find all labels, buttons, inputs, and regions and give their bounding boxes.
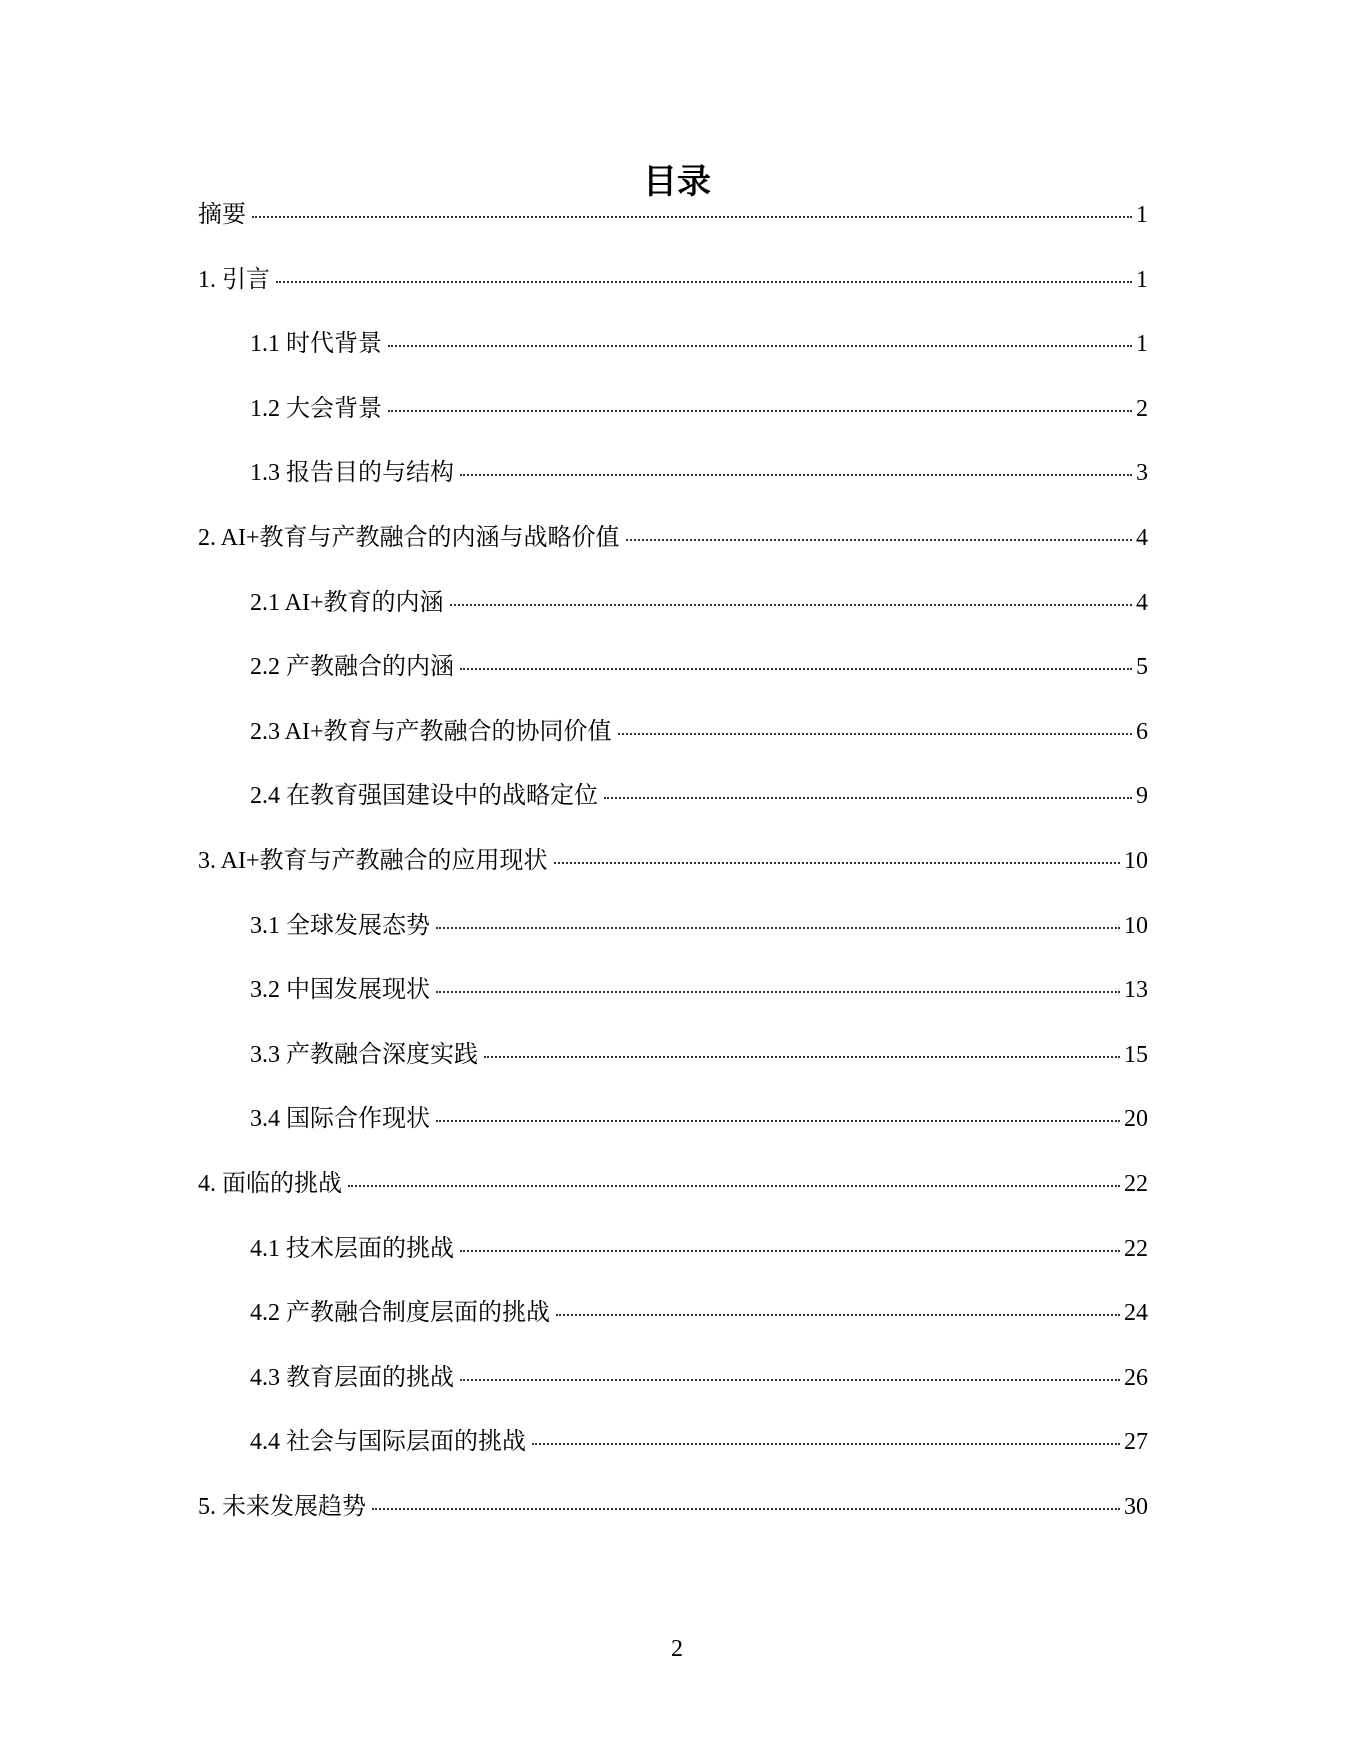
toc-dot-leader [460,1379,1120,1381]
toc-entry-label: 2.1 AI+教育的内涵 [250,589,444,616]
toc-entry-label: 2.4 在教育强国建设中的战略定位 [250,783,598,810]
toc-entry[interactable] [198,394,1148,459]
toc-entry[interactable] [198,717,1148,782]
toc-entry-label: 3.2 中国发展现状 [250,977,430,1004]
page-number: 2 [671,1636,683,1662]
toc-dot-leader [388,345,1132,347]
toc-entry-label: 1. 引言 [198,266,270,293]
toc-entry-page-number: 9 [1136,783,1148,810]
toc-entry-label: 3.4 国际合作现状 [250,1106,430,1133]
toc-entry-label: 3. AI+教育与产教融合的应用现状 [198,847,548,874]
toc-entry-label: 1.3 报告目的与结构 [250,460,454,487]
toc-entry-label: 2.3 AI+教育与产教融合的协同价值 [250,718,612,745]
toc-entry-page-number: 22 [1124,1235,1148,1262]
toc-dot-leader [626,539,1132,541]
toc-entry[interactable] [198,588,1148,653]
toc-entry-page-number: 1 [1136,266,1148,293]
toc-dot-leader [436,927,1120,929]
toc-entry-page-number: 6 [1136,718,1148,745]
toc-dot-leader [618,733,1132,735]
toc-entry-label: 3.3 产教融合深度实践 [250,1041,478,1068]
toc-entry-label: 2.2 产教融合的内涵 [250,654,454,681]
toc-entry[interactable] [198,1169,1148,1234]
toc-entry-page-number: 27 [1124,1429,1148,1456]
toc-entry-page-number: 2 [1136,395,1148,422]
toc-entry[interactable] [198,846,1148,911]
toc-entry[interactable] [198,781,1148,846]
toc-entry[interactable] [198,1040,1148,1105]
toc-entry-label: 摘要 [198,202,246,228]
toc-entry-page-number: 24 [1124,1300,1148,1327]
toc-dot-leader [460,1250,1120,1252]
toc-entry-page-number: 22 [1124,1170,1148,1197]
toc-dot-leader [276,281,1132,283]
toc-entry[interactable] [198,911,1148,976]
toc-entry-label: 4.2 产教融合制度层面的挑战 [250,1300,550,1327]
toc-dot-leader [554,862,1120,864]
toc-entry[interactable] [198,1104,1148,1169]
toc-entry-label: 1.2 大会背景 [250,395,382,422]
toc-entry[interactable] [198,265,1148,330]
toc-entry[interactable] [198,523,1148,588]
toc-dot-leader [450,604,1132,606]
toc-entry-label: 4.1 技术层面的挑战 [250,1235,454,1262]
toc-entry-label: 2. AI+教育与产教融合的内涵与战略价值 [198,524,620,551]
toc-entry[interactable] [198,652,1148,717]
table-of-contents [198,200,1148,1556]
toc-entry[interactable] [198,1427,1148,1492]
toc-dot-leader [556,1314,1120,1316]
toc-entry-label: 4. 面临的挑战 [198,1170,342,1197]
toc-entry-label: 1.1 时代背景 [250,331,382,358]
toc-entry-label: 4.3 教育层面的挑战 [250,1364,454,1391]
toc-entry-page-number: 4 [1136,524,1148,551]
toc-entry-page-number: 10 [1124,847,1148,874]
toc-entry-page-number: 1 [1136,331,1148,358]
toc-dot-leader [532,1443,1120,1445]
toc-dot-leader [372,1508,1120,1510]
toc-entry-page-number: 30 [1124,1493,1148,1520]
toc-entry[interactable] [198,1298,1148,1363]
toc-dot-leader [484,1056,1120,1058]
toc-entry-page-number: 15 [1124,1041,1148,1068]
toc-entry[interactable] [198,200,1148,265]
toc-dot-leader [252,216,1132,218]
toc-entry-label: 5. 未来发展趋势 [198,1493,366,1520]
toc-dot-leader [436,991,1120,993]
toc-dot-leader [460,474,1132,476]
toc-dot-leader [460,668,1132,670]
toc-entry-page-number: 26 [1124,1364,1148,1391]
toc-entry-label: 3.1 全球发展态势 [250,912,430,939]
page-title: 目录 [643,162,711,202]
toc-entry[interactable] [198,975,1148,1040]
toc-entry-page-number: 3 [1136,460,1148,487]
toc-entry[interactable] [198,1234,1148,1299]
toc-entry-page-number: 20 [1124,1106,1148,1133]
toc-entry-label: 4.4 社会与国际层面的挑战 [250,1429,526,1456]
toc-entry-page-number: 10 [1124,912,1148,939]
toc-entry[interactable] [198,1492,1148,1557]
toc-entry-page-number: 4 [1136,589,1148,616]
toc-dot-leader [388,410,1132,412]
toc-entry[interactable] [198,329,1148,394]
toc-entry-page-number: 5 [1136,654,1148,681]
toc-entry-page-number: 13 [1124,977,1148,1004]
toc-dot-leader [348,1185,1120,1187]
toc-entry-page-number: 1 [1136,202,1148,228]
toc-dot-leader [436,1120,1120,1122]
toc-dot-leader [604,797,1132,799]
toc-entry[interactable] [198,1363,1148,1428]
toc-entry[interactable] [198,458,1148,523]
